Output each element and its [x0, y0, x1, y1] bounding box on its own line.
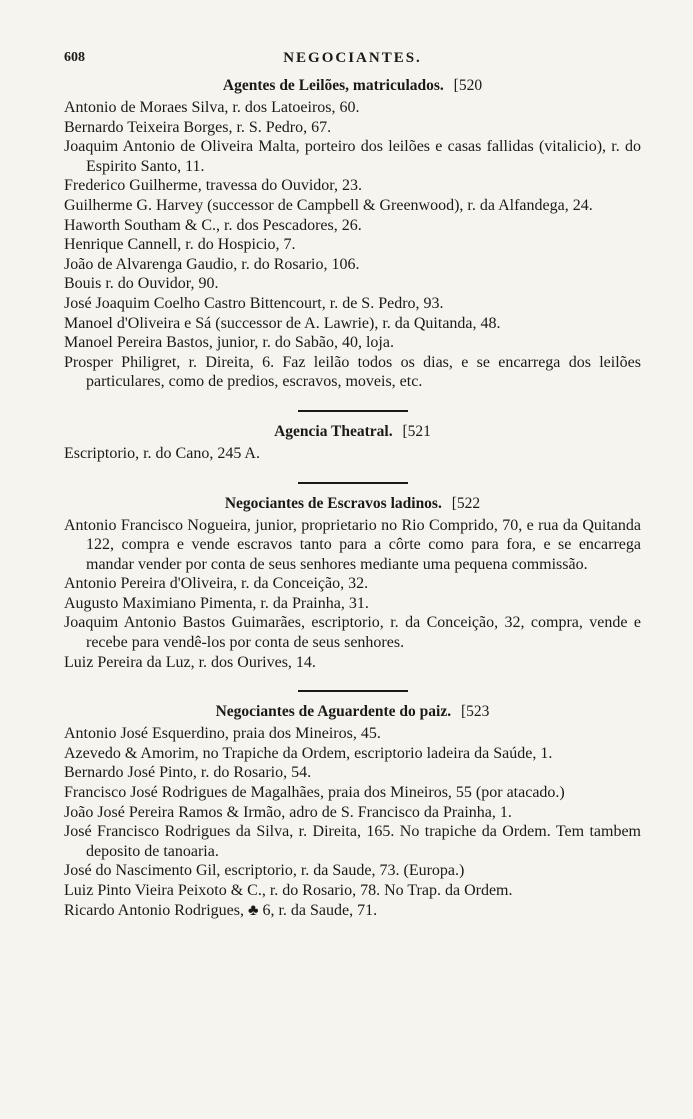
section-negociantes-de-aguardente [64, 702, 641, 920]
list-item: Augusto Maximiano Pimenta, r. da Prainha, 31. [64, 594, 369, 612]
list-item: Frederico Guilherme, travessa do Ouvidor, 23. [64, 177, 362, 195]
section-heading: Agentes de Leilões, matriculados. [222, 77, 444, 94]
list-item: Manoel Pereira Bastos, junior, r. do Sabão, 40, loja. [64, 334, 394, 352]
section-divider [298, 690, 408, 692]
list-item: Henrique Cannell, r. do Hospicio, 7. [64, 236, 296, 254]
list-item: Bouis r. do Ouvidor, 90. [64, 275, 219, 293]
section-number: [521 [402, 422, 431, 440]
list-item: Bernardo José Pinto, r. do Rosario, 54. [64, 764, 312, 782]
section-title [64, 494, 641, 514]
section-number: [520 [453, 77, 483, 94]
section-heading: Negociantes de Aguardente do paiz. [215, 703, 452, 721]
page-number: 608 [64, 50, 85, 65]
section-title [64, 422, 641, 442]
section-agentes-de-leiloes [64, 76, 641, 392]
list-item: José do Nascimento Gil, escriptorio, r. da Saude, 73. (Europa.) [64, 862, 465, 880]
section-negociantes-de-escravos [64, 494, 641, 673]
list-item: Manoel d'Oliveira e Sá (successor de A. Lawrie), r. da Quitanda, 48. [64, 314, 501, 332]
list-item: Azevedo & Amorim, no Trapiche da Ordem, escriptorio ladeira da Saúde, 1. [64, 744, 553, 762]
list-item: Escriptorio, r. do Cano, 245 A. [64, 444, 260, 462]
section-agencia-theatral [64, 422, 641, 464]
section-number: [523 [460, 703, 490, 721]
list-item: Luiz Pereira da Luz, r. dos Ourives, 14. [64, 653, 316, 671]
list-item: Antonio de Moraes Silva, r. dos Latoeiros, 60. [64, 99, 360, 116]
list-item: Haworth Southam & C., r. dos Pescadores, 26. [64, 216, 362, 234]
list-item: Prosper Philigret, r. Direita, 6. Faz leilão todos os dias, e se encarrega dos leilões particulares, como de predios, escravos, moveis, etc. [64, 353, 641, 391]
list-item: Guilherme G. Harvey (successor de Campbell & Greenwood), r. da Alfandega, 24. [64, 196, 593, 214]
page-header [64, 50, 641, 72]
section-divider [298, 482, 408, 484]
list-item: Bernardo Teixeira Borges, r. S. Pedro, 67. [64, 118, 332, 136]
list-item: Joaquim Antonio de Oliveira Malta, porteiro dos leilões e casas fallidas (vitalicio), r. do Espirito Santo, 11. [64, 138, 641, 175]
list-item: João de Alvarenga Gaudio, r. do Rosario, 106. [64, 255, 360, 273]
list-item: Antonio José Esquerdino, praia dos Mineiros, 45. [64, 725, 381, 743]
section-heading: Agencia Theatral. [274, 422, 393, 440]
list-item: Francisco José Rodrigues de Magalhães, praia dos Mineiros, 55 (por atacado.) [64, 784, 565, 802]
list-item: Antonio Pereira d'Oliveira, r. da Conceição, 32. [64, 575, 369, 593]
section-title [64, 702, 641, 722]
section-heading: Negociantes de Escravos ladinos. [224, 494, 442, 512]
list-item: João José Pereira Ramos & Irmão, adro de S. Francisco da Prainha, 1. [64, 803, 512, 821]
list-item: Ricardo Antonio Rodrigues, ♣ 6, r. da Saude, 71. [64, 901, 378, 919]
section-divider [298, 410, 408, 412]
section-number: [522 [451, 494, 481, 512]
list-item: Joaquim Antonio Bastos Guimarães, escriptorio, r. da Conceição, 32, compra, vende e recebe para vendê-los por conta de seus senhores. [64, 614, 641, 652]
list-item: Luiz Pinto Vieira Peixoto & C., r. do Rosario, 78. No Trap. da Ordem. [64, 882, 513, 899]
section-title [64, 76, 641, 96]
list-item: José Francisco Rodrigues da Silva, r. Direita, 165. No trapiche da Ordem. Tem tambem deposito de tanoaria. [64, 823, 641, 860]
list-item: Antonio Francisco Nogueira, junior, proprietario no Rio Comprido, 70, e rua da Quitanda 122, compra e vende escravos tanto para a côrte como para fora, e se encarrega mandar vender por conta de seus senhores mediante uma pequena commissão. [64, 516, 641, 573]
page-title: NEGOCIANTES. [283, 50, 422, 66]
list-item: José Joaquim Coelho Castro Bittencourt, r. de S. Pedro, 93. [64, 294, 444, 312]
